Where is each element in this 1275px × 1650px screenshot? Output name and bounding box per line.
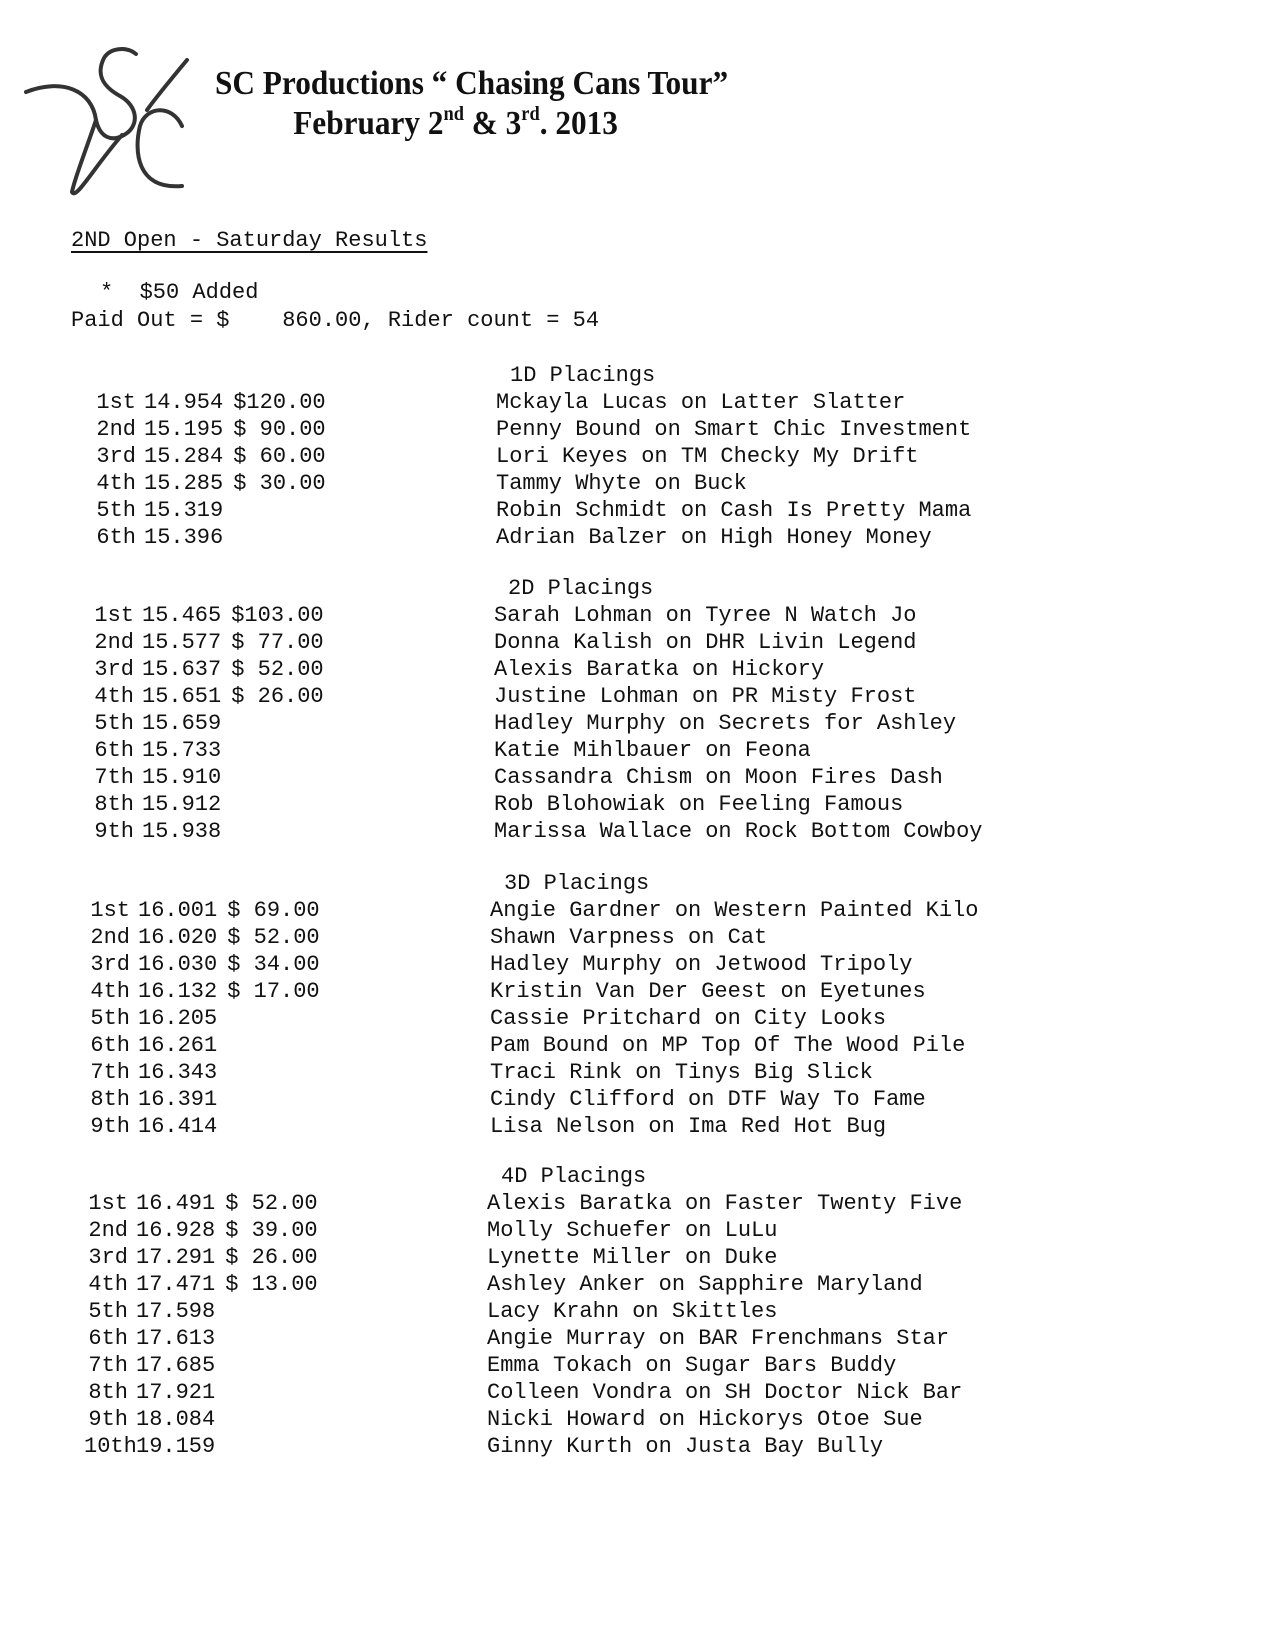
rider-horse: Adrian Balzer on High Honey Money	[496, 525, 932, 550]
placing-row	[90, 737, 324, 764]
placing: 2nd	[88, 1218, 128, 1243]
placing-row	[84, 1298, 318, 1325]
rider-horse: Lacy Krahn on Skittles	[487, 1299, 778, 1324]
sc-logo	[22, 40, 192, 200]
rider-horse: Colleen Vondra on SH Doctor Nick Bar	[487, 1380, 963, 1405]
payout: $ 30.00	[233, 471, 326, 496]
rider-horse: Mckayla Lucas on Latter Slatter	[496, 390, 906, 415]
placing: 1st	[94, 603, 134, 628]
run-time: 16.030	[138, 952, 218, 977]
payout: $ 69.00	[227, 898, 320, 923]
placing: 4th	[90, 979, 130, 1004]
run-time: 15.285	[144, 471, 224, 496]
rider-horse: Emma Tokach on Sugar Bars Buddy	[487, 1353, 897, 1378]
run-time: 16.205	[138, 1006, 218, 1031]
rider-horse: Alexis Baratka on Hickory	[494, 657, 825, 682]
placing-row	[92, 524, 326, 551]
rider-horse: Alexis Baratka on Faster Twenty Five	[487, 1191, 963, 1216]
division-title: 1D Placings	[510, 363, 656, 388]
run-time: 16.132	[138, 979, 218, 1004]
payout: $ 52.00	[227, 925, 320, 950]
payout: $ 26.00	[225, 1245, 318, 1270]
placing: 2nd	[94, 630, 134, 655]
rider-horse: Angie Gardner on Western Painted Kilo	[490, 898, 979, 923]
rider-horse: Ashley Anker on Sapphire Maryland	[487, 1272, 923, 1297]
placing-row	[90, 710, 324, 737]
run-time: 15.319	[144, 498, 224, 523]
payout: $ 52.00	[225, 1191, 318, 1216]
placing: 8th	[94, 792, 134, 817]
rider-horse: Robin Schmidt on Cash Is Pretty Mama	[496, 498, 972, 523]
division-results-times	[86, 897, 320, 1140]
rider-horse: Angie Murray on BAR Frenchmans Star	[487, 1326, 950, 1351]
rider-horse: Lisa Nelson on Ima Red Hot Bug	[490, 1114, 887, 1139]
run-time: 15.195	[144, 417, 224, 442]
run-time: 17.291	[136, 1245, 216, 1270]
placing: 4th	[88, 1272, 128, 1297]
payout: $ 60.00	[233, 444, 326, 469]
placing-row	[84, 1433, 318, 1460]
section-title: 2ND Open - Saturday Results	[71, 228, 428, 253]
placing: 6th	[90, 1033, 130, 1058]
placing-row	[86, 1113, 320, 1140]
placing: 1st	[88, 1191, 128, 1216]
rider-horse: Lori Keyes on TM Checky My Drift	[496, 444, 919, 469]
rider-horse: Penny Bound on Smart Chic Investment	[496, 417, 972, 442]
division-title: 4D Placings	[501, 1164, 647, 1189]
run-time: 16.020	[138, 925, 218, 950]
date-prefix: February 2	[293, 105, 444, 142]
payout: $ 77.00	[231, 630, 324, 655]
placing-row	[90, 602, 324, 629]
run-time: 15.465	[142, 603, 222, 628]
payout: $ 52.00	[231, 657, 324, 682]
run-time: 16.343	[138, 1060, 218, 1085]
placing: 10th	[84, 1434, 137, 1459]
run-time: 16.414	[138, 1114, 218, 1139]
placing-row	[92, 470, 326, 497]
payout: $ 34.00	[227, 952, 320, 977]
placing: 9th	[94, 819, 134, 844]
run-time: 15.659	[142, 711, 222, 736]
placing: 8th	[90, 1087, 130, 1112]
placing: 6th	[96, 525, 136, 550]
rider-horse: Marissa Wallace on Rock Bottom Cowboy	[494, 819, 983, 844]
placing-row	[92, 443, 326, 470]
placing: 5th	[90, 1006, 130, 1031]
placing: 5th	[96, 498, 136, 523]
placing: 9th	[88, 1407, 128, 1432]
placing-row	[86, 897, 320, 924]
run-time: 17.471	[136, 1272, 216, 1297]
division-results-riders	[490, 870, 978, 1140]
placing: 4th	[96, 471, 136, 496]
rider-horse: Ginny Kurth on Justa Bay Bully	[487, 1434, 884, 1459]
rider-horse: Hadley Murphy on Jetwood Tripoly	[490, 952, 913, 977]
run-time: 15.938	[142, 819, 222, 844]
placing-row	[86, 1032, 320, 1059]
run-time: 16.928	[136, 1218, 216, 1243]
placing: 3rd	[96, 444, 136, 469]
placing: 7th	[90, 1060, 130, 1085]
placing-row	[90, 629, 324, 656]
run-time: 17.685	[136, 1353, 216, 1378]
run-time: 15.396	[144, 525, 224, 550]
run-time: 19.159	[136, 1434, 216, 1459]
rider-horse: Molly Schuefer on LuLu	[487, 1218, 778, 1243]
placing-row	[84, 1271, 318, 1298]
run-time: 15.910	[142, 765, 222, 790]
rider-horse: Cassie Pritchard on City Looks	[490, 1006, 887, 1031]
run-time: 15.577	[142, 630, 222, 655]
rider-horse: Sarah Lohman on Tyree N Watch Jo	[494, 603, 917, 628]
placing: 3rd	[90, 952, 130, 977]
payout: $ 13.00	[225, 1272, 318, 1297]
placing: 2nd	[96, 417, 136, 442]
payout: $ 39.00	[225, 1218, 318, 1243]
event-date	[215, 104, 728, 144]
payout: $ 26.00	[231, 684, 324, 709]
division-results-times	[92, 389, 326, 551]
placing: 5th	[94, 711, 134, 736]
placing-row	[84, 1325, 318, 1352]
placing: 5th	[88, 1299, 128, 1324]
placing-row	[90, 818, 324, 845]
division-results-riders	[487, 1163, 962, 1460]
run-time: 16.391	[138, 1087, 218, 1112]
placing-row	[86, 951, 320, 978]
placing: 8th	[88, 1380, 128, 1405]
payout: $103.00	[231, 603, 324, 628]
placing-row	[92, 416, 326, 443]
date-sup-2: rd	[521, 103, 540, 125]
placing: 3rd	[94, 657, 134, 682]
placing-row	[90, 764, 324, 791]
rider-horse: Nicki Howard on Hickorys Otoe Sue	[487, 1407, 923, 1432]
division-results-riders	[494, 575, 982, 845]
date-mid: & 3	[463, 105, 522, 142]
date-sup-1: nd	[443, 103, 464, 125]
rider-horse: Tammy Whyte on Buck	[496, 471, 747, 496]
placing-row	[84, 1190, 318, 1217]
placing-row	[84, 1352, 318, 1379]
placing-row	[90, 683, 324, 710]
division-results-riders	[496, 362, 971, 551]
placing-row	[92, 497, 326, 524]
rider-horse: Pam Bound on MP Top Of The Wood Pile	[490, 1033, 966, 1058]
rider-horse: Kristin Van Der Geest on Eyetunes	[490, 979, 926, 1004]
placing: 6th	[88, 1326, 128, 1351]
placing: 7th	[94, 765, 134, 790]
placing: 3rd	[88, 1245, 128, 1270]
run-time: 15.637	[142, 657, 222, 682]
run-time: 15.912	[142, 792, 222, 817]
placing: 9th	[90, 1114, 130, 1139]
placing-row	[86, 1005, 320, 1032]
run-time: 17.613	[136, 1326, 216, 1351]
placing-row	[84, 1244, 318, 1271]
placing: 2nd	[90, 925, 130, 950]
rider-horse: Hadley Murphy on Secrets for Ashley	[494, 711, 957, 736]
division-results-times	[84, 1190, 318, 1460]
placing-row	[86, 1086, 320, 1113]
date-suffix: . 2013	[539, 105, 618, 142]
run-time: 15.651	[142, 684, 222, 709]
added-money-line: * $50 Added	[100, 280, 259, 305]
rider-horse: Lynette Miller on Duke	[487, 1245, 778, 1270]
rider-horse: Shawn Varpness on Cat	[490, 925, 768, 950]
placing: 1st	[96, 390, 136, 415]
rider-horse: Katie Mihlbauer on Feona	[494, 738, 811, 763]
placing-row	[86, 978, 320, 1005]
paid-out-line: Paid Out = $ 860.00, Rider count = 54	[71, 308, 600, 333]
run-time: 15.733	[142, 738, 222, 763]
placing-row	[84, 1217, 318, 1244]
placing: 1st	[90, 898, 130, 923]
run-time: 17.921	[136, 1380, 216, 1405]
run-time: 16.261	[138, 1033, 218, 1058]
division-title: 2D Placings	[508, 576, 654, 601]
rider-horse: Traci Rink on Tinys Big Slick	[490, 1060, 873, 1085]
placing-row	[90, 656, 324, 683]
payout: $ 17.00	[227, 979, 320, 1004]
rider-horse: Justine Lohman on PR Misty Frost	[494, 684, 917, 709]
payout: $120.00	[233, 390, 326, 415]
rider-horse: Cassandra Chism on Moon Fires Dash	[494, 765, 943, 790]
rider-horse: Rob Blohowiak on Feeling Famous	[494, 792, 904, 817]
run-time: 16.001	[138, 898, 218, 923]
run-time: 18.084	[136, 1407, 216, 1432]
placing-row	[84, 1406, 318, 1433]
placing: 4th	[94, 684, 134, 709]
placing: 7th	[88, 1353, 128, 1378]
document-title	[215, 64, 728, 144]
placing-row	[86, 1059, 320, 1086]
placing: 6th	[94, 738, 134, 763]
payout: $ 90.00	[233, 417, 326, 442]
title-line-1: SC Productions “ Chasing Cans Tour”	[215, 65, 729, 102]
placing-row	[92, 389, 326, 416]
run-time: 16.491	[136, 1191, 216, 1216]
division-title: 3D Placings	[504, 871, 650, 896]
run-time: 14.954	[144, 390, 224, 415]
rider-horse: Donna Kalish on DHR Livin Legend	[494, 630, 917, 655]
rider-horse: Cindy Clifford on DTF Way To Fame	[490, 1087, 926, 1112]
run-time: 17.598	[136, 1299, 216, 1324]
placing-row	[84, 1379, 318, 1406]
run-time: 15.284	[144, 444, 224, 469]
placing-row	[90, 791, 324, 818]
placing-row	[86, 924, 320, 951]
division-results-times	[90, 602, 324, 845]
